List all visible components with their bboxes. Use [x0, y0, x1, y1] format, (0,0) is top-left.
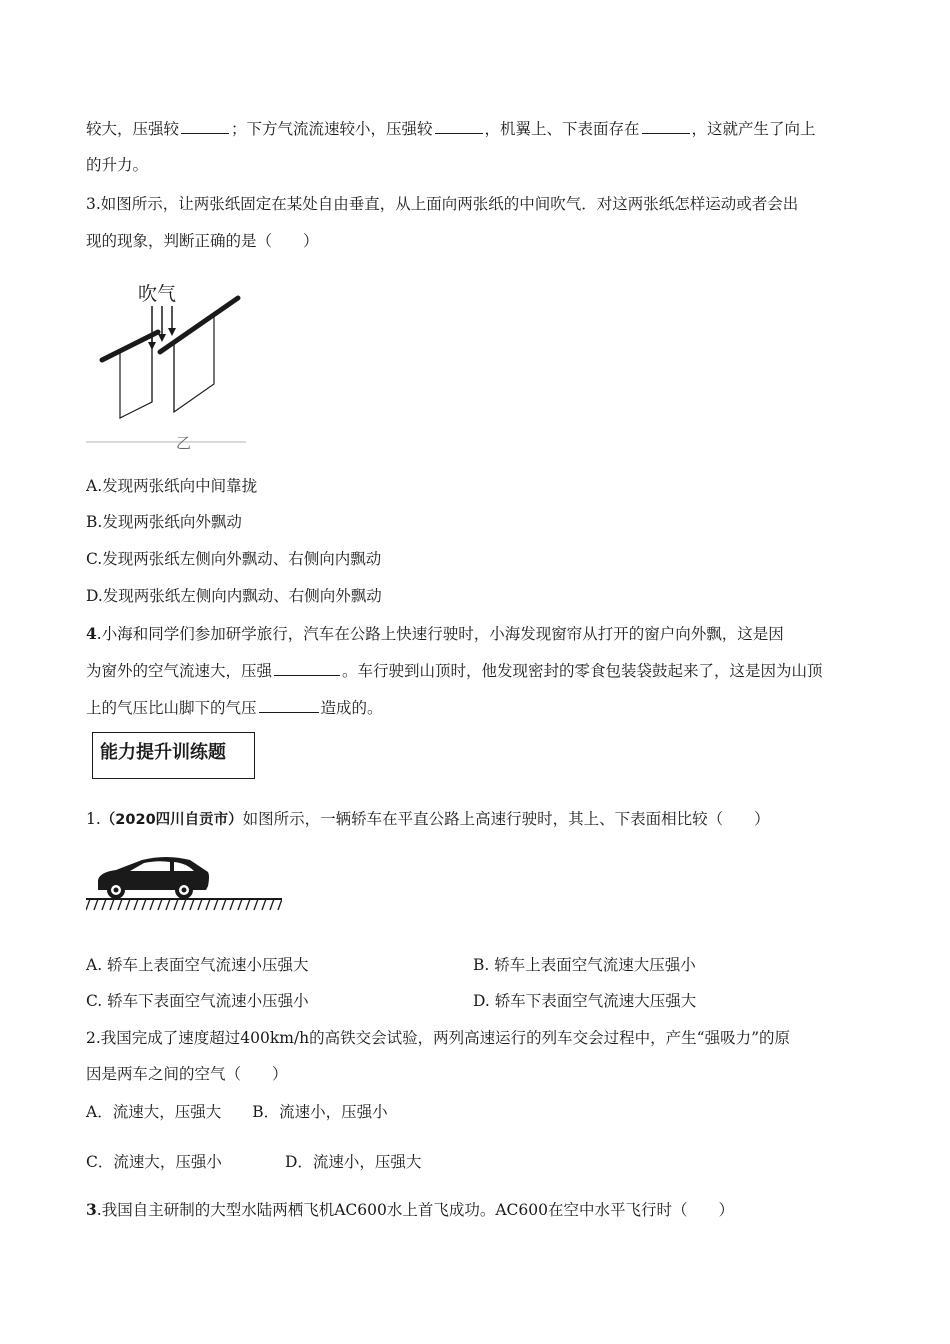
- p1-option-c[interactable]: C. 轿车下表面空气流速小压强小: [86, 992, 309, 1010]
- q3-option-c[interactable]: C.发现两张纸左侧向外飘动、右侧向内飘动: [86, 550, 382, 568]
- q3-option-b[interactable]: B.发现两张纸向外飘动: [86, 513, 242, 531]
- q3-option-d[interactable]: D.发现两张纸左侧向内飘动、右侧向外飘动: [86, 587, 382, 605]
- q4-stem-line1: [86, 623, 784, 645]
- p1-source: （2020四川自贡市）: [100, 812, 243, 828]
- p2-stem-line2: 因是两车之间的空气（ ）: [86, 1065, 288, 1083]
- figure-label-blow: 吹气: [138, 283, 177, 305]
- section-title: 能力提升训练题: [100, 742, 226, 763]
- answer-blank[interactable]: [181, 117, 229, 134]
- p2-options-row1[interactable]: A．流速大，压强大 B．流速小，压强小: [86, 1103, 388, 1121]
- p1-option-b[interactable]: B. 轿车上表面空气流速大压强小: [473, 956, 696, 974]
- q2-continuation-line1: [86, 117, 816, 140]
- q3-option-a[interactable]: A.发现两张纸向中间靠拢: [86, 477, 258, 495]
- paper-blowing-figure: [86, 272, 248, 450]
- p3-number: 3: [86, 1200, 97, 1219]
- answer-blank[interactable]: [435, 117, 483, 134]
- q2-text-c: ，机翼上、下表面存在: [484, 120, 640, 138]
- figure-label-yi: 乙: [176, 434, 192, 450]
- p3-text: .我国自主研制的大型水陆两栖飞机AC600水上首飞成功。AC600在空中水平飞行时（ ）: [96, 1201, 735, 1219]
- q2-text-b: ；下方气流流速较小，压强较: [231, 120, 433, 138]
- q4-stem-line3: [86, 696, 383, 719]
- p3-stem: [86, 1199, 734, 1221]
- answer-blank[interactable]: [259, 696, 319, 713]
- p2-option-d[interactable]: D．流速小，压强大: [285, 1153, 422, 1171]
- answer-blank[interactable]: [274, 659, 340, 676]
- q4-text-c: 上的气压比山脚下的气压: [86, 699, 257, 717]
- q4-text-d: 造成的。: [320, 699, 383, 717]
- q4-text-b: 。车行驶到山顶时，他发现密封的零食包装袋鼓起来了，这是因为山顶: [342, 662, 823, 680]
- p1-text: 如图所示，一辆轿车在平直公路上高速行驶时，其上、下表面相比较（ ）: [242, 810, 770, 828]
- p1-option-a[interactable]: A. 轿车上表面空气流速小压强大: [86, 956, 309, 974]
- q2-text-d: ，这就产生了向上: [691, 120, 816, 138]
- q3-stem-line1: 3.如图所示，让两张纸固定在某处自由垂直，从上面向两张纸的中间吹气．对这两张纸怎样运动或者会出: [86, 195, 799, 213]
- answer-blank[interactable]: [642, 117, 690, 134]
- p1-stem: [86, 808, 770, 831]
- q2-text-a: 较大，压强较: [86, 120, 180, 138]
- p2-stem-line1: 2.我国完成了速度超过400km/h的高铁交会试验，两列高速运行的列车交会过程中，产生“强吸力”的原: [86, 1029, 791, 1047]
- q3-stem-line2: 现的现象，判断正确的是（ ）: [86, 232, 319, 250]
- p2-option-c[interactable]: C．流速大，压强小: [86, 1153, 222, 1171]
- q2-continuation-line2: 的升力。: [86, 156, 149, 174]
- car-on-road-figure: [86, 852, 282, 914]
- q4-text-a: 为窗外的空气流速大，压强: [86, 662, 273, 680]
- q4-text: .小海和同学们参加研学旅行，汽车在公路上快速行驶时，小海发现窗帘从打开的窗户向外飘，这是因: [96, 625, 784, 643]
- p1-option-d[interactable]: D. 轿车下表面空气流速大压强大: [473, 992, 697, 1010]
- p1-number: 1.: [86, 810, 101, 828]
- q4-stem-line2: [86, 659, 823, 682]
- q4-number: 4: [86, 624, 97, 643]
